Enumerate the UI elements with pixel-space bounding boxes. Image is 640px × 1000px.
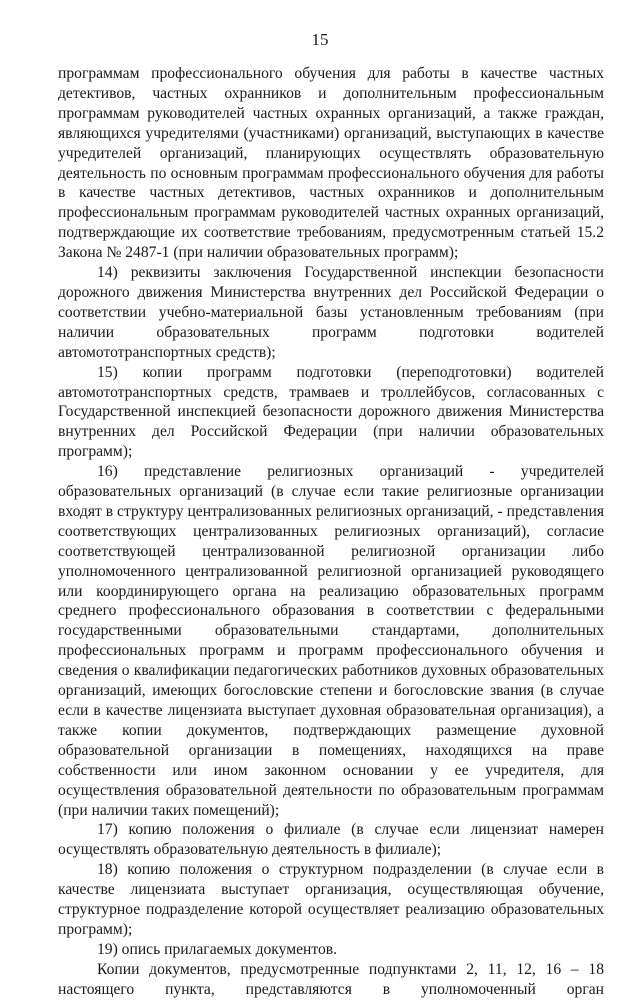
paragraph-item-19: 19) опись прилагаемых документов.: [97, 940, 338, 958]
paragraph-item-14: 14) реквизиты заключения Государственной инспекции безопасности дорожного движения Министерства внутренних дел Российской Федерации о соответствии учебно-материальной базы установленным требованиям (при наличии образовательных программ подготовки водителей автомототранспортных средств);: [58, 264, 604, 361]
paragraph-item-18: 18) копию положения о структурном подразделении (в случае если в качестве лицензиата выступает организация, осуществляющая обучение, структурное подразделение которой осуществляет реализацию образовательных программ);: [58, 861, 604, 938]
paragraph-final: Копии документов, предусмотренные подпунктами 2, 11, 12, 16 – 18 настоящего пункта, представляются в уполномоченный орган: [58, 960, 604, 998]
paragraph-item-15: 15) копии программ подготовки (переподготовки) водителей автомототранспортных средств, трамваев и троллейбусов, согласованных с Государственной инспекцией безопасности дорожного движения Министерства внутренних дел Российской Федерации (при наличии образовательных программ);: [58, 363, 604, 461]
paragraph-item-16: 16) представление религиозных организаций - учредителей образовательных организаций (в случае если такие религиозные организации входят в структуру централизованных религиозных организаций, - представления соответствующих централизованных религиозных организаций), согласие соответствующей централизованной религиозной организации либо уполномоченного централизованной религиозной организацией руководящего или координирующего органа на реализацию образовательных программ среднего профессионального образования в соответствии с федеральными государственными образовательными стандартами, дополнительных профессиональных программ и программ профессионального обучения и сведения о квалификации педагогических работников духовных образовательных организаций, имеющих богословские степени и богословские звания (в случае если в качестве лицензиата выступает духовная образовательная организация), а также копии документов, подтверждающих размещение духовной образовательной организации в помещениях, находящихся на праве собственности или ином законном основании у ее учредителя, для осуществления образовательной деятельности по образовательным программам (при наличии таких помещений);: [58, 463, 604, 819]
page-number: 15: [311, 30, 329, 49]
paragraph-item-17: 17) копию положения о филиале (в случае если лицензиат намерен осуществлять образовательную деятельность в филиале);: [58, 821, 604, 859]
document-body: [58, 64, 604, 1000]
paragraph-item-13-continuation: программам профессионального обучения для работы в качестве частных детективов, частных охранников и дополнительным профессиональным программам руководителей частных охранных организаций, а также граждан, являющихся учредителями (участниками) организаций, выступающих в качестве учредителей организаций, планирующих осуществлять образовательную деятельность по основным программам профессионального обучения для работы в качестве частных детективов, частных охранников и дополнительным профессиональным программам руководителей частных охранных организаций, подтверждающие их соответствие требованиям, предусмотренным статьей 15.2 Закона № 2487-1 (при наличии образовательных программ);: [58, 65, 604, 262]
